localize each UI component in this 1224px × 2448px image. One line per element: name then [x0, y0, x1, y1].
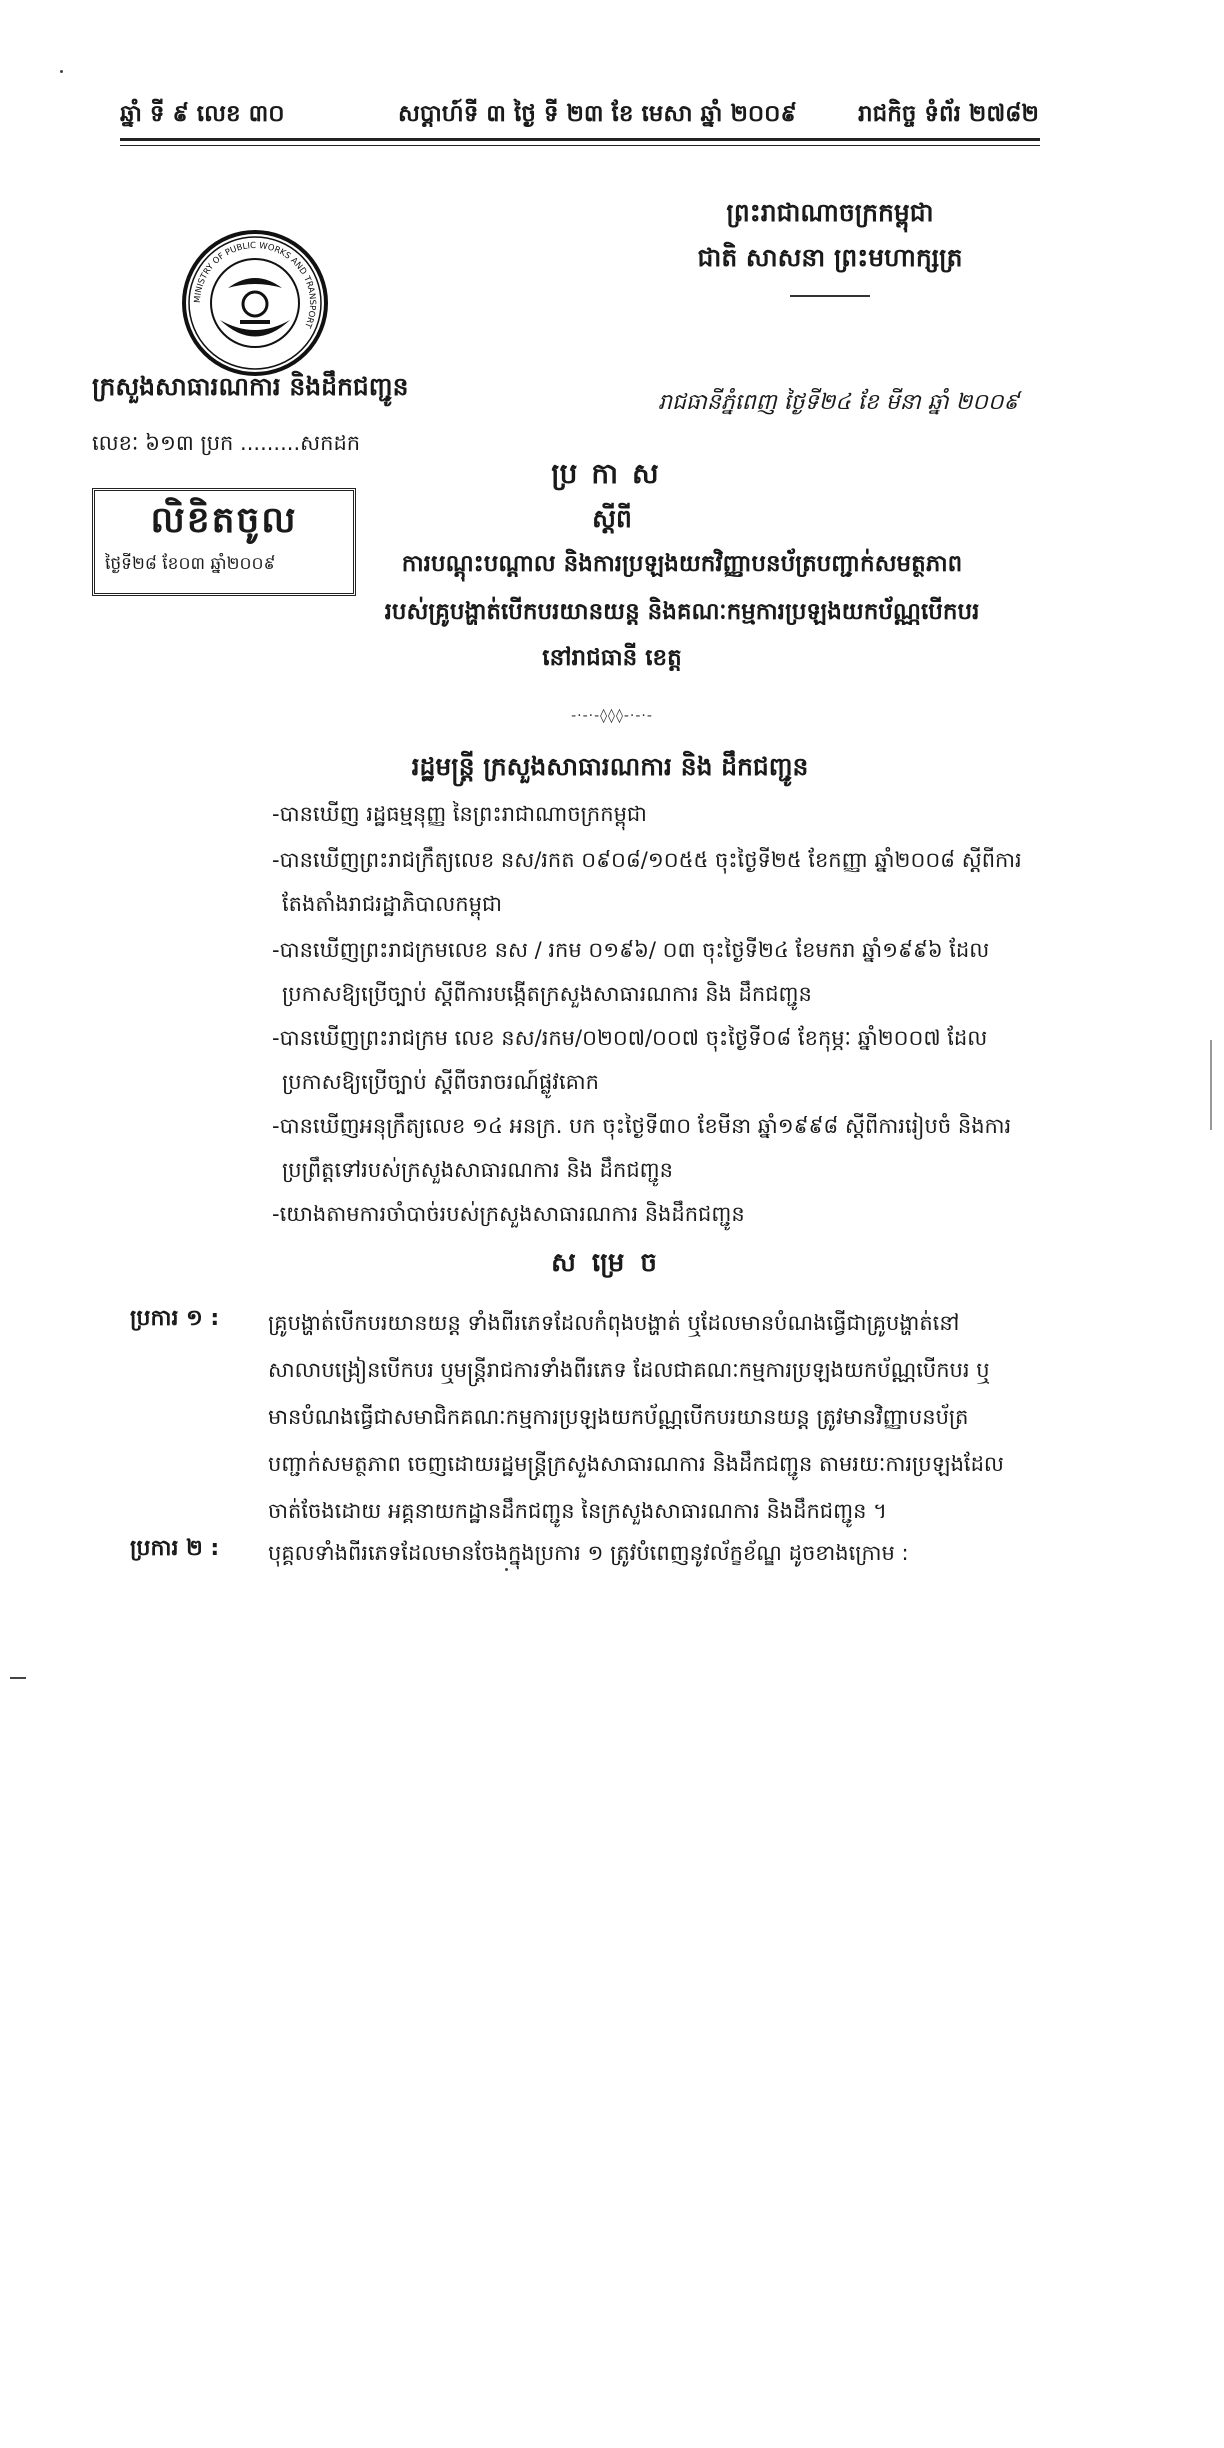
motto-divider	[790, 295, 870, 297]
scan-speck	[505, 1568, 508, 1571]
gazette-page-number: រាជកិច្ច ទំព័រ ២៧៨២	[858, 101, 1039, 127]
article-1-label: ប្រការ ១ :	[130, 1306, 220, 1331]
title-line-2: របស់គ្រូបង្ហាត់បើកបរយានយន្ត និងគណៈកម្មការប្រឡងយកប័ណ្ណបើកបរ	[384, 599, 980, 625]
preamble-line: ប្រកាសឱ្យប្រើច្បាប់ ស្តីពីចរាចរណ៍ផ្លូវគោក	[282, 1070, 599, 1094]
incoming-letter-stamp	[92, 488, 356, 596]
preamble-line: -បានឃើញអនុក្រឹត្យលេខ ១៤ អនក្រ. បក ចុះថ្ងៃទី៣០ ខែមីនា ឆ្នាំ១៩៩៨ ស្តីពីការរៀបចំ និងការ	[272, 1114, 1012, 1138]
place-and-date: រាជធានីភ្នំពេញ ថ្ងៃទី២៤ ខែ មីនា ឆ្នាំ ២០០៩	[658, 390, 1019, 415]
gazette-year-issue: ឆ្នាំ ទី ៩ លេខ ៣០	[120, 101, 285, 127]
scan-speck	[60, 70, 63, 73]
scan-edge-mark	[1210, 1040, 1212, 1130]
article-line: មានបំណងធ្វើជាសមាជិកគណៈកម្មការប្រឡងយកប័ណ្ណបើកបរយានយន្ត ត្រូវមានវិញ្ញាបនប័ត្រ	[268, 1405, 969, 1429]
article-line: បុគ្គលទាំងពីរភេទដែលមានចែងក្នុងប្រការ ១ ត្រូវបំពេញនូវល័ក្ខខ័ណ្ឌ ដូចខាងក្រោម :	[268, 1541, 909, 1565]
svg-text:MINISTRY OF PUBLIC WORKS AND T: MINISTRY OF PUBLIC WORKS AND TRANSPORT	[192, 240, 318, 330]
article-2-label: ប្រការ ២ :	[130, 1536, 220, 1561]
article-line: សាលាបង្រៀនបើកបរ ឬមន្ត្រីរាជការទាំងពីរភេទ ដែលជាគណៈកម្មការប្រឡងយកប័ណ្ណបើកបរ ឬ	[268, 1358, 990, 1382]
issuer-heading: រដ្ឋមន្ត្រី ក្រសួងសាធារណការ និង ដឹកជញ្ជូន	[411, 752, 809, 781]
document-reference-number: លេខៈ ៦១៣ ប្រក .........សកដក	[92, 431, 361, 455]
preamble-line: -បានឃើញព្រះរាជក្រឹត្យលេខ នស/រកត ០៩០៨/១០៥៥ ចុះថ្ងៃទី២៥ ខែកញ្ញា ឆ្នាំ២០០៨ ស្តីពីការ	[272, 848, 1022, 872]
article-1-body	[268, 1300, 1088, 1535]
seal-emblem-icon	[180, 228, 330, 378]
article-line: ចាត់ចែងដោយ អគ្គនាយកដ្ឋានដឹកជញ្ជូន នៃក្រសួងសាធារណការ និងដឹកជញ្ជូន ។	[268, 1499, 887, 1523]
title-ornament: -·-·-◊◊◊-·-·-	[571, 708, 653, 724]
article-line: គ្រូបង្ហាត់បើកបរយានយន្ត ទាំងពីរភេទដែលកំពុងបង្ហាត់ ឬដែលមានបំណងធ្វើជាគ្រូបង្ហាត់នៅ	[268, 1311, 960, 1335]
header-rule	[120, 138, 1040, 141]
scan-mark	[10, 1677, 26, 1679]
document-type-title: ប្រកាស	[551, 457, 673, 490]
preamble-line: តែងតាំងរាជរដ្ឋាភិបាលកម្ពុជា	[282, 892, 502, 916]
article-2-body	[268, 1530, 1088, 1577]
preamble-line: ប្រព្រឹត្តទៅរបស់ក្រសួងសាធារណការ និង ដឹកជញ្ជូន	[282, 1158, 674, 1182]
preamble-line: -បានឃើញ រដ្ឋធម្មនុញ្ញ នៃព្រះរាជាណាចក្រកម្ពុជា	[272, 802, 647, 826]
decision-heading: សម្រេច	[551, 1248, 673, 1278]
title-line-3: នៅរាជធានី ខេត្ត	[542, 645, 682, 671]
stamp-date: ថ្ងៃទី២៨ ខែ០៣ ឆ្នាំ២០០៩	[105, 554, 276, 574]
title-line-1: ការបណ្តុះបណ្តាល និងការប្រឡងយកវិញ្ញាបនប័ត្របញ្ជាក់សមត្ថភាព	[401, 551, 963, 577]
preamble-line: -យោងតាមការចាំបាច់របស់ក្រសួងសាធារណការ និងដឹកជញ្ជូន	[272, 1202, 745, 1226]
article-line: បញ្ជាក់សមត្ថភាព ចេញដោយរដ្ឋមន្ត្រីក្រសួងសាធារណការ និងដឹកជញ្ជូន តាមរយៈការប្រឡងដែល	[268, 1452, 1004, 1476]
ministry-name: ក្រសួងសាធារណការ និងដឹកជញ្ជូន	[92, 372, 409, 401]
ministry-seal-logo	[180, 228, 330, 378]
title-about: ស្តីពី	[592, 504, 632, 533]
preamble-line: ប្រកាសឱ្យប្រើច្បាប់ ស្តីពីការបង្កើតក្រសួងសាធារណការ និង ដឹកជញ្ជូន	[282, 982, 812, 1006]
gazette-date-line: សប្តាហ៍ទី ៣ ថ្ងៃ ទី ២៣ ខែ មេសា ឆ្នាំ ២០០៩	[398, 101, 797, 127]
stamp-title: លិខិតចូល	[150, 500, 298, 541]
preamble-line: -បានឃើញព្រះរាជក្រម លេខ នស/រកម/០២០៧/០០៧ ចុះថ្ងៃទី០៨ ខែកុម្ភៈ ឆ្នាំ២០០៧ ដែល	[272, 1026, 988, 1050]
kingdom-name: ព្រះរាជាណាចក្រកម្ពុជា	[726, 198, 934, 227]
header-rule-thin	[120, 145, 1040, 146]
preamble-line: -បានឃើញព្រះរាជក្រមលេខ នស / រកម ០១៩៦/ ០៣ ចុះថ្ងៃទី២៤ ខែមករា ឆ្នាំ១៩៩៦ ដែល	[272, 938, 990, 962]
national-motto: ជាតិ សាសនា ព្រះមហាក្សត្រ	[697, 243, 963, 272]
